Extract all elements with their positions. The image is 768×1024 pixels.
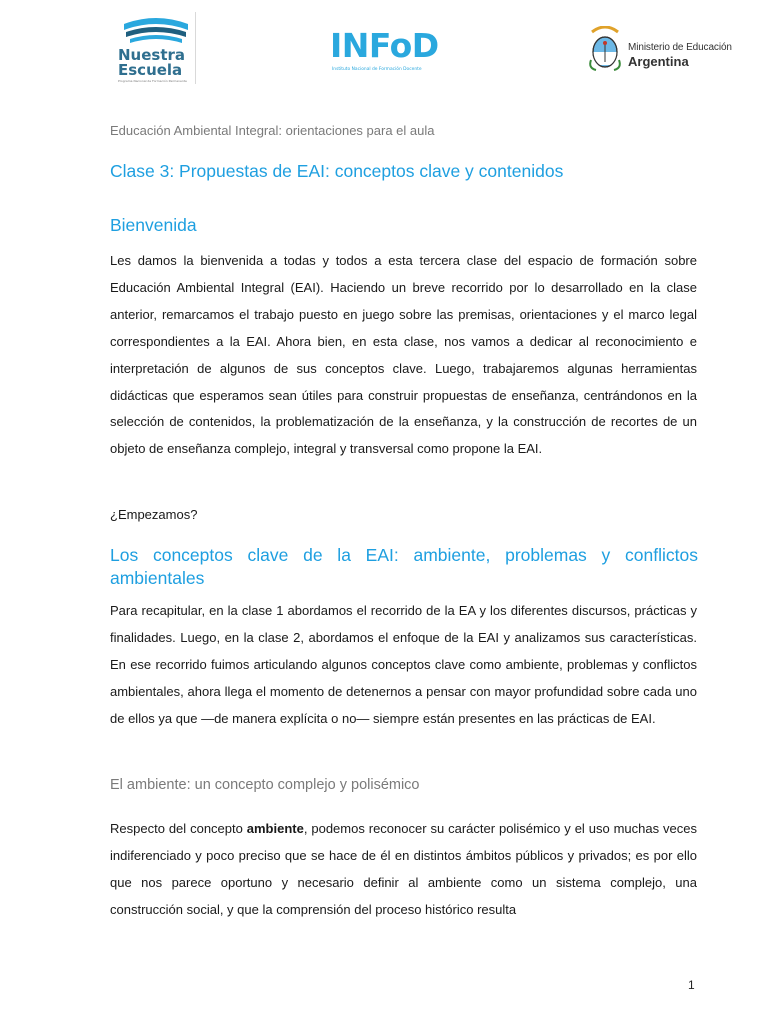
class-title: Clase 3: Propuestas de EAI: conceptos clave y contenidos bbox=[110, 161, 564, 181]
logo-line-escuela: Escuela bbox=[118, 61, 183, 79]
infod-logo bbox=[330, 27, 456, 77]
concepts-heading: Los conceptos clave de la EAI: ambiente, problemas y conflictos ambientales bbox=[110, 545, 698, 588]
document-subtitle: Educación Ambiental Integral: orientaciones para el aula bbox=[110, 123, 435, 138]
nuestra-escuela-logo bbox=[114, 12, 196, 84]
environment-term: ambiente bbox=[246, 821, 304, 836]
environment-paragraph bbox=[110, 816, 697, 924]
concepts-paragraph: Para recapitular, en la clase 1 abordamos el recorrido de la EA y los diferentes discursos, prácticas y finalidades. Luego, en la clase 2, abordamos el enfoque de la EAI y analizamos sus características. En ese recorrido fuimos articulando algunos conceptos clave como ambiente, problemas y conflictos ambientales, ahora llega el momento de detenernos a pensar con mayor profundidad sobre cada uno de ellos ya que —de manera explícita o no— siempre están presentes en las prácticas de EAI. bbox=[110, 603, 697, 726]
environment-text-rest: , podemos reconocer su carácter polisémico y el uso muchas veces indiferenciado y poco preciso que se hace de él en distintos ámbitos públicos y privados; es por ello que nos parece oportuno y necesario definir al ambiente como un sistema complejo, una construcción social, y que la comprensión del proceso histórico resulta bbox=[110, 821, 697, 917]
question-paragraph: ¿Empezamos? bbox=[110, 507, 198, 522]
environment-heading: El ambiente: un concepto complejo y polisémico bbox=[110, 777, 420, 793]
national-crest-icon bbox=[588, 26, 622, 72]
infod-wordmark: INFoD bbox=[330, 26, 439, 65]
argentina-line: Argentina bbox=[628, 54, 689, 69]
page-number: 1 bbox=[688, 978, 695, 992]
welcome-paragraph: Les damos la bienvenida a todas y todos a esta tercera clase del espacio de formación sobre Educación Ambiental Integral (EAI). Haciendo un breve recorrido por lo desarrollado en la clase anterior, remarcamos el trabajo puesto en juego sobre las premisas, orientaciones y el marco legal correspondientes a la EAI. Ahora bien, en esta clase, nos vamos a dedicar al reconocimiento e interpretación de algunos de sus conceptos clave. Luego, trabajaremos algunas herramientas didácticas que esperamos sean útiles para construir propuestas de enseñanza, centrándonos en la selección de contenidos, la problematización de la enseñanza, y la construcción de recortes de un objeto de enseñanza complejo, integral y transversal como propone la EAI. bbox=[110, 253, 697, 457]
environment-text-start: Respecto del concepto bbox=[110, 821, 247, 836]
logo-line-nuestra: Nuestra bbox=[118, 46, 186, 64]
flag-stripes-icon bbox=[120, 14, 192, 46]
logo-tagline: Programa Nacional de Formación Permanente bbox=[118, 79, 187, 83]
infod-subtitle: Instituto Nacional de Formación Docente bbox=[332, 67, 422, 72]
ministerio-logo bbox=[588, 26, 738, 82]
welcome-heading: Bienvenida bbox=[110, 215, 197, 235]
ministerio-line: Ministerio de Educación bbox=[628, 42, 732, 53]
